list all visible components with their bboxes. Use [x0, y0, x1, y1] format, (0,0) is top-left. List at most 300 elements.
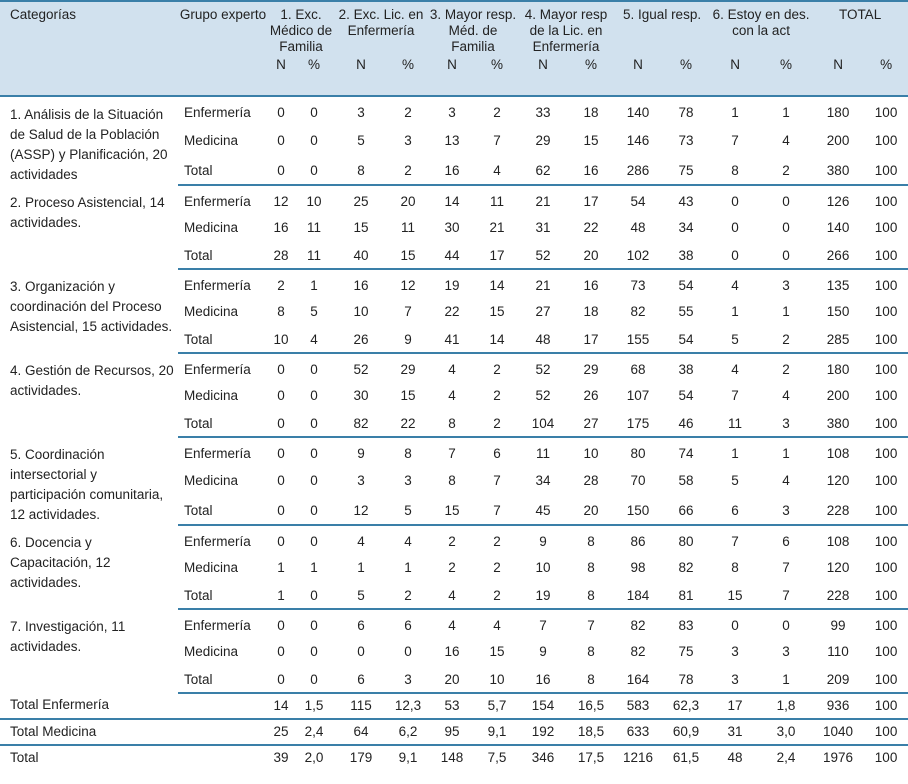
header-spacer — [178, 55, 268, 96]
cell-pct: 74 — [678, 446, 694, 461]
header-pct: % — [568, 55, 614, 96]
cell-pct: 2 — [493, 560, 501, 575]
cell-n: 31 — [710, 719, 760, 745]
category-label: 2. Proceso Asistencial, 14 actividades. — [10, 195, 165, 230]
cell-pct: 10 — [583, 446, 599, 461]
header-n: N — [334, 55, 388, 96]
cell-n: 82 — [630, 618, 646, 633]
cell-pct: 2 — [388, 586, 428, 609]
cell-n: 15 — [353, 220, 369, 235]
cell-pct: 15 — [400, 388, 416, 403]
cell-pct: 7 — [493, 473, 501, 489]
group-empty — [178, 693, 268, 719]
cell-pct: 8 — [587, 560, 595, 575]
cell-pct: 14 — [489, 278, 505, 293]
cell-n: 3 — [357, 473, 365, 489]
cell-n: 10 — [353, 304, 369, 319]
cell-pct: 61,5 — [672, 750, 700, 765]
cell-n: 44 — [428, 246, 476, 269]
cell-n: 0 — [277, 644, 285, 659]
cell-pct: 7 — [404, 304, 412, 319]
cell-n: 4 — [448, 618, 456, 633]
cell-pct: 6,2 — [388, 719, 428, 745]
cell-pct: 2 — [493, 388, 501, 403]
cell-pct: 55 — [678, 304, 694, 319]
cell-n: 104 — [518, 414, 568, 437]
cell-pct: 58 — [678, 473, 694, 489]
group-label: Total — [178, 246, 268, 269]
cell-n: 3 — [448, 105, 456, 120]
cell-pct: 8 — [404, 446, 412, 461]
cell-n: 1 — [277, 560, 285, 575]
cell-pct: 12,3 — [388, 693, 428, 719]
cell-n: 52 — [535, 388, 551, 403]
cell-pct: 0 — [404, 644, 412, 659]
cell-n: 68 — [630, 362, 646, 377]
cell-n: 82 — [630, 304, 646, 319]
cell-pct: 15 — [388, 246, 428, 269]
header-col-1: 1. Exc. Médico de Familia — [268, 1, 334, 55]
cell-pct: 78 — [678, 105, 694, 120]
cell-pct: 7 — [760, 586, 812, 609]
cell-n: 82 — [334, 414, 388, 437]
group-label: Total — [178, 414, 268, 437]
cell-n: 5 — [334, 586, 388, 609]
cell-pct: 20 — [400, 194, 416, 209]
cell-n: 28 — [268, 246, 294, 269]
cell-pct: 3 — [388, 670, 428, 693]
totals-label: Total Medicina — [0, 719, 178, 745]
cell-pct: 0 — [294, 670, 334, 693]
cell-n: 0 — [277, 388, 285, 403]
category-label: 1. Análisis de la Situación de Salud de la Población (ASSP) y Planificación, 20 actividades — [10, 107, 168, 182]
cell-pct: 5 — [310, 304, 318, 319]
header-categorias: Categorías — [0, 1, 178, 55]
cell-n: 4 — [731, 278, 739, 293]
cell-pct: 100 — [864, 501, 908, 525]
cell-n: 120 — [826, 560, 850, 575]
header-n: N — [614, 55, 662, 96]
cell-n: 4 — [428, 586, 476, 609]
category-label: 3. Organización y coordinación del Proceso Asistencial, 15 actividades. — [10, 279, 173, 334]
cell-n: 52 — [518, 246, 568, 269]
cell-pct: 2 — [493, 105, 501, 120]
cell-pct: 11 — [490, 194, 505, 209]
cell-n: 0 — [277, 446, 285, 461]
cell-pct: 0 — [782, 194, 790, 209]
table-row — [0, 437, 908, 465]
cell-n: 4 — [357, 534, 365, 549]
header-n: N — [812, 55, 864, 96]
cell-pct: 8 — [568, 670, 614, 693]
cell-n: 45 — [518, 501, 568, 525]
cell-n: 25 — [268, 719, 294, 745]
cell-n: 27 — [535, 304, 551, 319]
cell-pct: 20 — [568, 246, 614, 269]
table-row — [0, 96, 908, 125]
cell-pct: 0 — [310, 534, 318, 549]
cell-n: 209 — [812, 670, 864, 693]
header-n: N — [710, 55, 760, 96]
cell-n: 20 — [428, 670, 476, 693]
cell-pct: 6 — [493, 446, 501, 461]
cell-n: 14 — [444, 194, 460, 209]
cell-n: 40 — [334, 246, 388, 269]
cell-n: 14 — [268, 693, 294, 719]
cell-pct: 100 — [864, 246, 908, 269]
cell-pct: 0 — [310, 473, 318, 489]
cell-pct: 38 — [678, 362, 694, 377]
cell-n: 120 — [826, 473, 850, 489]
cell-n: 16 — [428, 161, 476, 185]
cell-n: 146 — [626, 132, 650, 148]
cell-pct: 60,9 — [662, 719, 710, 745]
cell-n: 5 — [357, 132, 365, 148]
cell-n: 108 — [826, 446, 850, 461]
table-header — [0, 1, 908, 96]
cell-n: 0 — [277, 105, 285, 120]
group-label: Medicina — [184, 304, 239, 319]
cell-pct: 3 — [760, 414, 812, 437]
cell-pct: 7 — [476, 501, 518, 525]
cell-pct: 66 — [662, 501, 710, 525]
cell-pct: 100 — [874, 304, 898, 319]
header-col-5: 5. Igual resp. — [614, 1, 710, 55]
group-empty — [178, 745, 268, 770]
cell-n: 0 — [277, 534, 285, 549]
cell-pct: 2,4 — [776, 750, 796, 765]
header-spacer — [0, 55, 178, 96]
cell-pct: 0 — [310, 618, 318, 633]
cell-n: 7 — [539, 618, 547, 633]
cell-pct: 83 — [678, 618, 694, 633]
group-label: Medicina — [184, 220, 239, 235]
cell-n: 31 — [535, 220, 551, 235]
group-label: Medicina — [184, 473, 239, 489]
cell-pct: 17 — [568, 330, 614, 353]
cell-pct: 100 — [874, 473, 898, 489]
cell-pct: 10 — [306, 194, 322, 209]
cell-pct: 100 — [874, 220, 898, 235]
cell-n: 30 — [444, 220, 460, 235]
cell-pct: 0 — [310, 105, 318, 120]
cell-n: 19 — [444, 278, 460, 293]
cell-n: 2 — [277, 278, 285, 293]
cell-n: 115 — [334, 693, 388, 719]
cell-n: 25 — [353, 194, 369, 209]
cell-pct: 29 — [400, 362, 416, 377]
cell-pct: 11 — [401, 220, 416, 235]
cell-pct: 0 — [310, 446, 318, 461]
cell-n: 150 — [614, 501, 662, 525]
cell-pct: 11 — [294, 246, 334, 269]
cell-n: 3 — [710, 670, 760, 693]
cell-pct: 20 — [568, 501, 614, 525]
cell-n: 21 — [535, 278, 551, 293]
cell-pct: 1 — [310, 278, 318, 293]
cell-n: 10 — [535, 560, 551, 575]
header-grupo: Grupo experto — [178, 1, 268, 55]
table-row — [0, 525, 908, 552]
cell-pct: 81 — [662, 586, 710, 609]
cell-n: 52 — [535, 362, 551, 377]
cell-n: 150 — [826, 304, 850, 319]
cell-n: 13 — [444, 132, 460, 148]
cell-n: 22 — [444, 304, 460, 319]
cell-n: 4 — [731, 362, 739, 377]
cell-n: 29 — [535, 132, 551, 148]
cell-pct: 100 — [864, 161, 908, 185]
cell-n: 48 — [727, 750, 743, 765]
cell-pct: 46 — [662, 414, 710, 437]
cell-n: 11 — [710, 414, 760, 437]
cell-n: 5 — [710, 330, 760, 353]
cell-pct: 2 — [782, 362, 790, 377]
cell-pct: 1 — [760, 670, 812, 693]
cell-n: 285 — [812, 330, 864, 353]
cell-n: 180 — [826, 105, 850, 120]
header-col-2: 2. Exc. Lic. en Enfermería — [334, 1, 428, 55]
cell-pct: 9,1 — [398, 750, 418, 765]
cell-n: 0 — [731, 194, 739, 209]
cell-n: 110 — [827, 644, 849, 659]
group-label: Enfermería — [184, 618, 251, 633]
cell-pct: 100 — [874, 560, 898, 575]
cell-pct: 10 — [476, 670, 518, 693]
header-pct: % — [294, 55, 334, 96]
cell-n: 12 — [273, 194, 289, 209]
cell-pct: 22 — [583, 220, 599, 235]
cell-n: 192 — [518, 719, 568, 745]
cell-pct: 2 — [493, 362, 501, 377]
cell-pct: 2 — [404, 105, 412, 120]
cell-n: 19 — [518, 586, 568, 609]
cell-n: 1 — [731, 105, 739, 120]
cell-pct: 1,8 — [760, 693, 812, 719]
cell-pct: 6 — [404, 618, 412, 633]
cell-pct: 0 — [760, 246, 812, 269]
group-label: Enfermería — [184, 534, 251, 549]
cell-pct: 17 — [476, 246, 518, 269]
cell-pct: 100 — [874, 750, 898, 765]
cell-pct: 5,7 — [476, 693, 518, 719]
cell-pct: 3 — [404, 473, 412, 489]
cell-pct: 6 — [782, 534, 790, 549]
cell-pct: 100 — [874, 618, 898, 633]
cell-pct: 5 — [388, 501, 428, 525]
cell-n: 8 — [448, 473, 456, 489]
cell-n: 64 — [334, 719, 388, 745]
category-label: 5. Coordinación intersectorial y participación comunitaria, 12 actividades. — [10, 447, 164, 522]
cell-pct: 2,4 — [294, 719, 334, 745]
cell-pct: 7,5 — [487, 750, 507, 765]
cell-n: 9 — [539, 644, 547, 659]
cell-pct: 15 — [489, 644, 505, 659]
cell-pct: 2,0 — [304, 750, 324, 765]
cell-n: 99 — [830, 618, 846, 633]
totals-row — [0, 745, 908, 770]
cell-pct: 1 — [782, 105, 790, 120]
cell-n: 1 — [731, 446, 739, 461]
category-label: 6. Docencia y Capacitación, 12 actividades. — [10, 535, 111, 590]
group-label: Medicina — [184, 644, 239, 659]
cell-n: 34 — [535, 473, 551, 489]
cell-n: 0 — [268, 161, 294, 185]
cell-n: 0 — [277, 132, 285, 148]
cell-n: 26 — [334, 330, 388, 353]
cell-pct: 17 — [583, 194, 599, 209]
cell-n: 108 — [826, 534, 850, 549]
cell-n: 1 — [731, 304, 739, 319]
group-label: Total — [178, 501, 268, 525]
cell-pct: 22 — [388, 414, 428, 437]
cell-n: 0 — [357, 644, 365, 659]
cell-pct: 2 — [760, 161, 812, 185]
cell-n: 52 — [353, 362, 369, 377]
cell-pct: 0 — [294, 586, 334, 609]
cell-n: 140 — [626, 105, 650, 120]
cell-n: 8 — [277, 304, 285, 319]
cell-n: 9 — [539, 534, 547, 549]
totals-label: Total — [10, 750, 39, 765]
cell-pct: 1 — [782, 304, 790, 319]
cell-pct: 11 — [306, 220, 321, 235]
cell-n: 286 — [614, 161, 662, 185]
cell-pct: 1,5 — [294, 693, 334, 719]
cell-pct: 2 — [493, 534, 501, 549]
totals-row — [0, 693, 908, 719]
cell-n: 6 — [357, 618, 365, 633]
cell-n: 0 — [277, 618, 285, 633]
cell-n: 6 — [710, 501, 760, 525]
cell-n: 346 — [531, 750, 555, 765]
cell-pct: 3 — [782, 278, 790, 293]
cell-pct: 100 — [864, 586, 908, 609]
cell-n: 380 — [812, 161, 864, 185]
cell-n: 16 — [353, 278, 369, 293]
cell-n: 0 — [268, 501, 294, 525]
header-n: N — [428, 55, 476, 96]
cell-pct: 7 — [493, 132, 501, 148]
cell-pct: 2 — [476, 414, 518, 437]
cell-n: 8 — [710, 161, 760, 185]
cell-pct: 100 — [864, 670, 908, 693]
cell-n: 148 — [440, 750, 464, 765]
cell-n: 8 — [731, 560, 739, 575]
cell-pct: 3,0 — [760, 719, 812, 745]
cell-n: 0 — [731, 220, 739, 235]
cell-n: 33 — [535, 105, 551, 120]
cell-n: 7 — [731, 132, 739, 148]
cell-n: 9 — [357, 446, 365, 461]
cell-n: 0 — [268, 670, 294, 693]
cell-n: 62 — [518, 161, 568, 185]
cell-n: 380 — [812, 414, 864, 437]
cell-n: 164 — [614, 670, 662, 693]
cell-n: 0 — [710, 246, 760, 269]
cell-n: 5 — [731, 473, 739, 489]
cell-pct: 38 — [662, 246, 710, 269]
cell-n: 39 — [273, 750, 289, 765]
cell-pct: 4 — [294, 330, 334, 353]
cell-pct: 3 — [760, 501, 812, 525]
category-label: 4. Gestión de Recursos, 20 actividades. — [10, 363, 174, 398]
group-label: Total — [178, 330, 268, 353]
cell-pct: 16 — [568, 161, 614, 185]
cell-pct: 0 — [782, 220, 790, 235]
table-row — [0, 353, 908, 380]
cell-n: 7 — [731, 534, 739, 549]
cell-n: 6 — [334, 670, 388, 693]
cell-pct: 2 — [388, 161, 428, 185]
header-n: N — [268, 55, 294, 96]
cell-pct: 15 — [583, 132, 599, 148]
cell-n: 3 — [731, 644, 739, 659]
cell-pct: 0 — [310, 388, 318, 403]
cell-n: 200 — [826, 388, 850, 403]
cell-pct: 73 — [678, 132, 694, 148]
cell-pct: 26 — [583, 388, 599, 403]
cell-pct: 78 — [662, 670, 710, 693]
cell-n: 1976 — [823, 750, 854, 765]
cell-n: 228 — [812, 501, 864, 525]
cell-n: 140 — [826, 220, 850, 235]
group-label: Medicina — [184, 560, 239, 575]
cell-pct: 9,1 — [476, 719, 518, 745]
cell-pct: 100 — [874, 534, 898, 549]
header-pct: % — [864, 55, 908, 96]
header-col-total: TOTAL — [812, 1, 908, 55]
cell-pct: 62,3 — [662, 693, 710, 719]
cell-pct: 0 — [310, 132, 318, 148]
header-col-6: 6. Estoy en des. con la act — [710, 1, 812, 55]
cell-n: 98 — [630, 560, 646, 575]
totals-row — [0, 719, 908, 745]
group-label: Enfermería — [184, 105, 251, 120]
cell-n: 95 — [428, 719, 476, 745]
cell-pct: 27 — [568, 414, 614, 437]
cell-pct: 100 — [874, 446, 898, 461]
cell-pct: 4 — [782, 388, 790, 403]
cell-pct: 82 — [678, 560, 694, 575]
cell-n: 1 — [268, 586, 294, 609]
group-label: Total — [178, 586, 268, 609]
cell-pct: 54 — [678, 278, 694, 293]
group-label: Medicina — [184, 388, 239, 403]
group-label: Enfermería — [184, 362, 251, 377]
cell-n: 583 — [614, 693, 662, 719]
cell-n: 54 — [630, 194, 646, 209]
cell-n: 184 — [614, 586, 662, 609]
cell-n: 135 — [826, 278, 850, 293]
cell-pct: 100 — [864, 414, 908, 437]
cell-pct: 7 — [587, 618, 595, 633]
cell-pct: 16,5 — [568, 693, 614, 719]
cell-pct: 1 — [782, 446, 790, 461]
cell-pct: 0 — [310, 362, 318, 377]
cell-pct: 4 — [404, 534, 412, 549]
cell-n: 16 — [444, 644, 460, 659]
cell-n: 53 — [428, 693, 476, 719]
header-pct: % — [662, 55, 710, 96]
cell-n: 86 — [630, 534, 646, 549]
cell-pct: 18 — [583, 304, 599, 319]
group-label: Enfermería — [184, 446, 251, 461]
cell-n: 15 — [428, 501, 476, 525]
header-n: N — [518, 55, 568, 96]
cell-pct: 54 — [678, 388, 694, 403]
cell-n: 4 — [448, 388, 456, 403]
